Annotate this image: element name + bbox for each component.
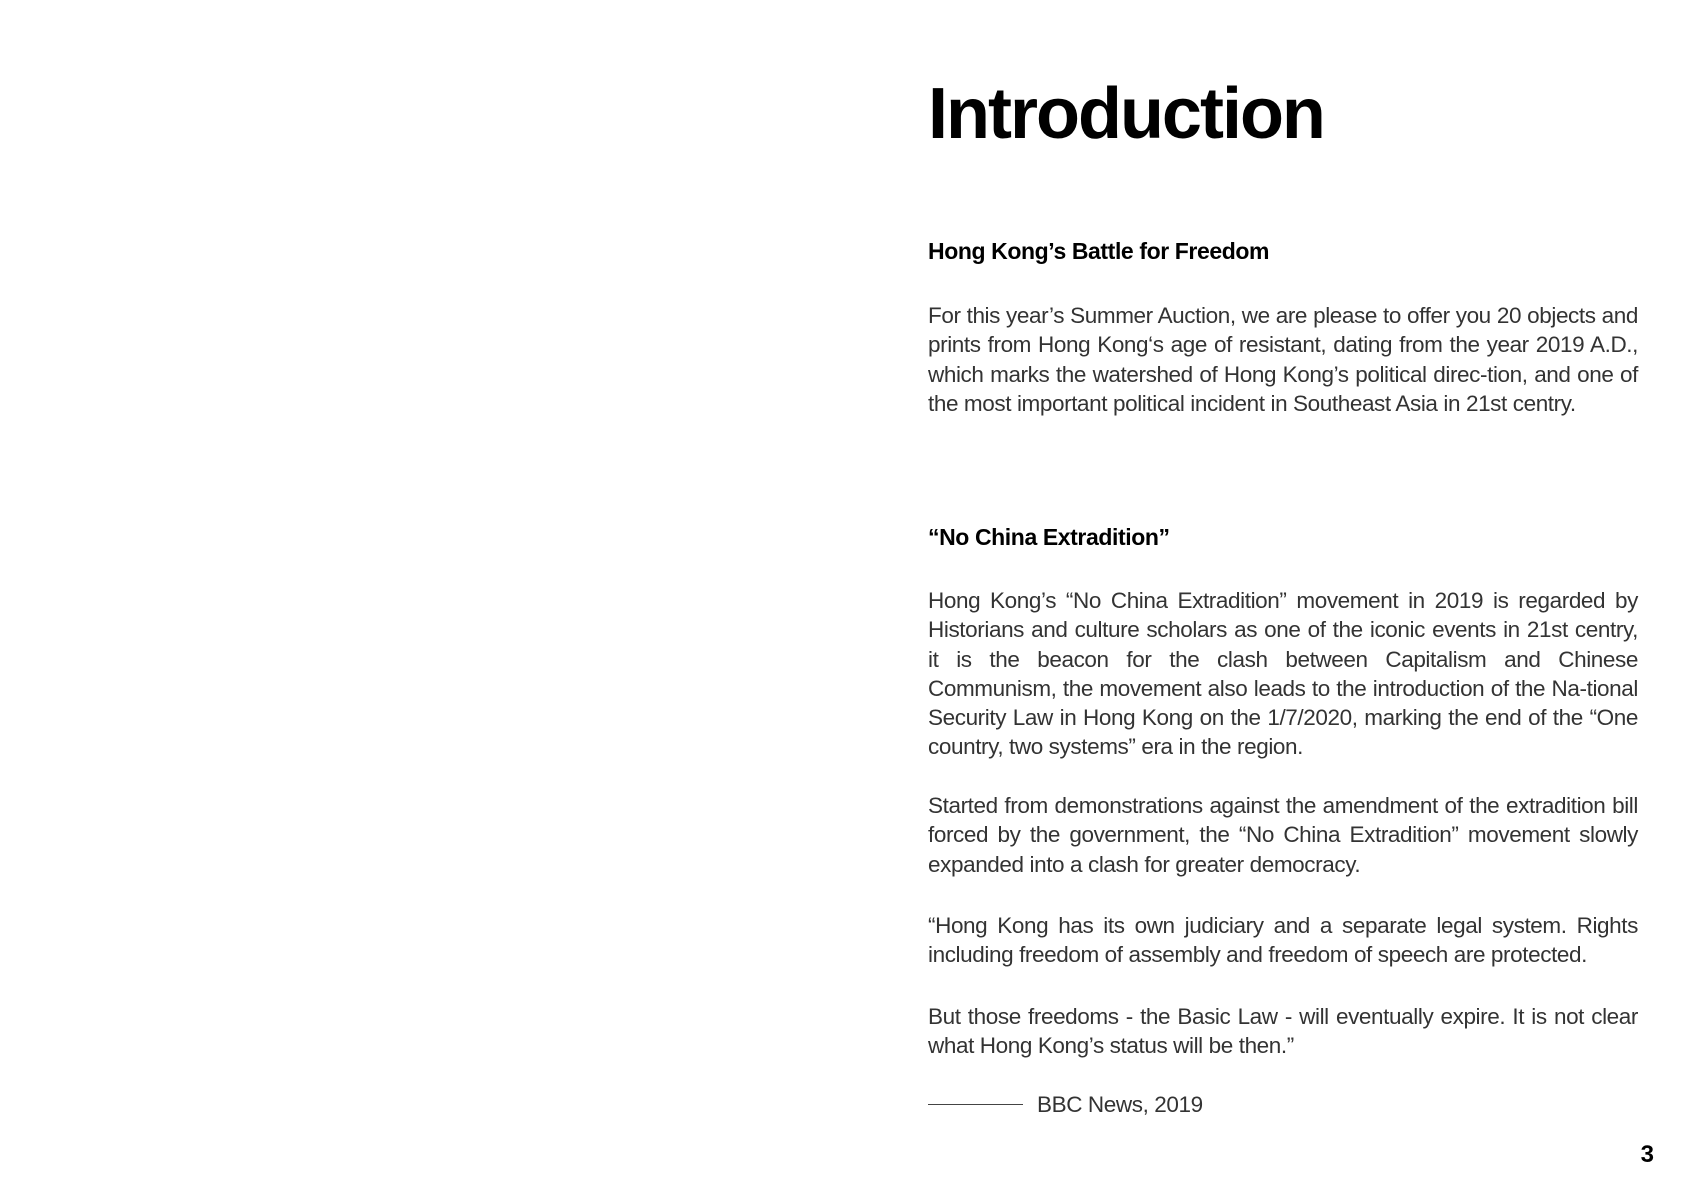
section-heading-battle-for-freedom: Hong Kong’s Battle for Freedom (928, 238, 1270, 264)
source-text: BBC News, 2019 (1037, 1092, 1203, 1117)
quote-source (928, 1090, 1638, 1120)
page-title: Introduction (928, 74, 1324, 154)
intro-paragraph: For this year’s Summer Auction, we are please to offer you 20 objects and prints from Hong Kong‘s age of resistant, dating from the year 2019 A.D., which marks the watershed of Hong Kong’s political direc-tion, and one of the most important political incident in Southeast Asia in 21st centry. (928, 303, 1638, 416)
quote-paragraph-1: “Hong Kong has its own judiciary and a separate legal system. Rights including freedom of assembly and freedom of speech are protected. (928, 913, 1638, 968)
quote-paragraph-2: But those freedoms - the Basic Law - will eventually expire. It is not clear what Hong Kong’s status will be then.” (928, 1004, 1638, 1059)
movement-paragraph: Hong Kong’s “No China Extradition” movement in 2019 is regarded by Historians and culture scholars as one of the iconic events in 21st centry, it is the beacon for the clash between Capitalism and Chinese Communism, the movement also leads to the introduction of the Na-tional Security Law in Hong Kong on the 1/7/2020, marking the end of the “One country, two systems” era in the region. (928, 588, 1638, 760)
source-rule (928, 1104, 1023, 1105)
demonstrations-paragraph: Started from demonstrations against the amendment of the extradition bill forced by the government, the “No China Extradition” movement slowly expanded into a clash for greater democracy. (928, 793, 1638, 877)
section-heading-no-china-extradition: “No China Extradition” (928, 524, 1170, 550)
page-number: 3 (1640, 1141, 1654, 1168)
